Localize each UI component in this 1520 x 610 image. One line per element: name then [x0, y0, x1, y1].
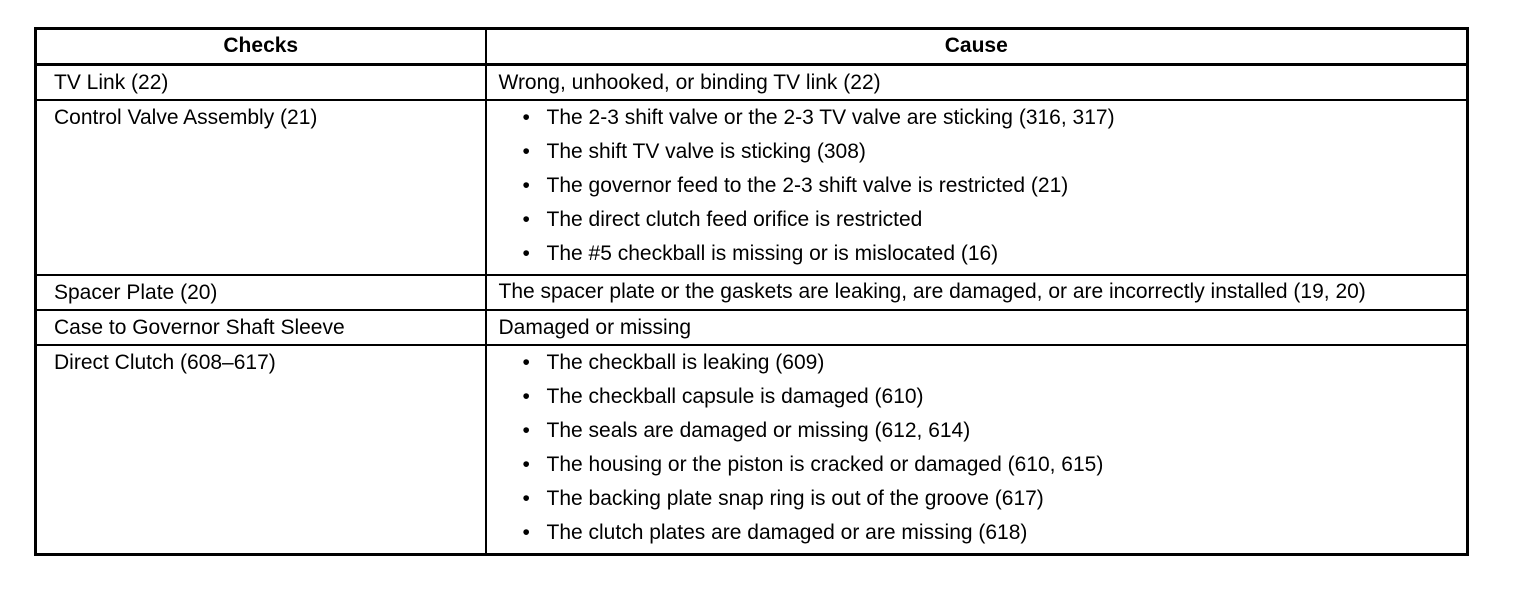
list-item [521, 351, 1459, 385]
check-cell: Direct Clutch (608–617) [36, 345, 486, 555]
cause-cell [486, 345, 1468, 555]
bullet-icon: • [522, 419, 530, 442]
bullet-icon: • [522, 208, 530, 231]
cause-text: The spacer plate or the gaskets are leaking, are damaged, or are incorrectly installed (19, 20) [498, 280, 1366, 303]
check-cell: Spacer Plate (20) [36, 275, 486, 310]
bullet-text: The direct clutch feed orifice is restricted [546, 208, 923, 231]
bullet-text: The #5 checkball is missing or is mislocated (16) [546, 242, 999, 265]
bullet-icon: • [522, 242, 530, 265]
check-cell: Case to Governor Shaft Sleeve [36, 310, 486, 345]
table-row [36, 345, 1468, 555]
table-row [36, 65, 1468, 101]
bullet-icon: • [522, 174, 530, 197]
cause-text: Wrong, unhooked, or binding TV link (22) [498, 71, 881, 94]
table-row [36, 100, 1468, 275]
cause-bullet-list [499, 351, 1459, 549]
checks-cause-table [34, 27, 1469, 556]
cause-bullet-list [499, 106, 1459, 270]
bullet-icon: • [522, 521, 530, 544]
bullet-icon: • [522, 487, 530, 510]
check-cell: TV Link (22) [36, 65, 486, 101]
bullet-icon: • [522, 140, 530, 163]
bullet-text: The shift TV valve is sticking (308) [546, 140, 866, 163]
bullet-icon: • [522, 351, 530, 374]
list-item [521, 106, 1459, 140]
list-item [521, 521, 1459, 549]
table-row [36, 310, 1468, 345]
bullet-text: The checkball is leaking (609) [546, 351, 825, 374]
cause-cell [486, 65, 1468, 101]
bullet-icon: • [522, 385, 530, 408]
bullet-text: The clutch plates are damaged or are missing (618) [546, 521, 1028, 544]
bullet-icon: • [522, 453, 530, 476]
header-cause: Cause [486, 29, 1468, 65]
list-item [521, 487, 1459, 521]
bullet-text: The governor feed to the 2-3 shift valve is restricted (21) [546, 174, 1069, 197]
bullet-icon: • [522, 106, 530, 129]
check-cell: Control Valve Assembly (21) [36, 100, 486, 275]
cause-text: Damaged or missing [498, 316, 692, 339]
list-item [521, 174, 1459, 208]
list-item [521, 242, 1459, 270]
cause-cell [486, 275, 1468, 310]
table-row [36, 275, 1468, 310]
list-item [521, 385, 1459, 419]
bullet-text: The seals are damaged or missing (612, 614) [546, 419, 971, 442]
list-item [521, 208, 1459, 242]
list-item [521, 419, 1459, 453]
bullet-text: The checkball capsule is damaged (610) [546, 385, 924, 408]
header-row [36, 29, 1468, 65]
list-item [521, 140, 1459, 174]
bullet-text: The backing plate snap ring is out of the groove (617) [546, 487, 1044, 510]
cause-cell [486, 310, 1468, 345]
header-checks: Checks [36, 29, 486, 65]
bullet-text: The 2-3 shift valve or the 2-3 TV valve are sticking (316, 317) [546, 106, 1115, 129]
bullet-text: The housing or the piston is cracked or damaged (610, 615) [546, 453, 1104, 476]
cause-cell [486, 100, 1468, 275]
list-item [521, 453, 1459, 487]
